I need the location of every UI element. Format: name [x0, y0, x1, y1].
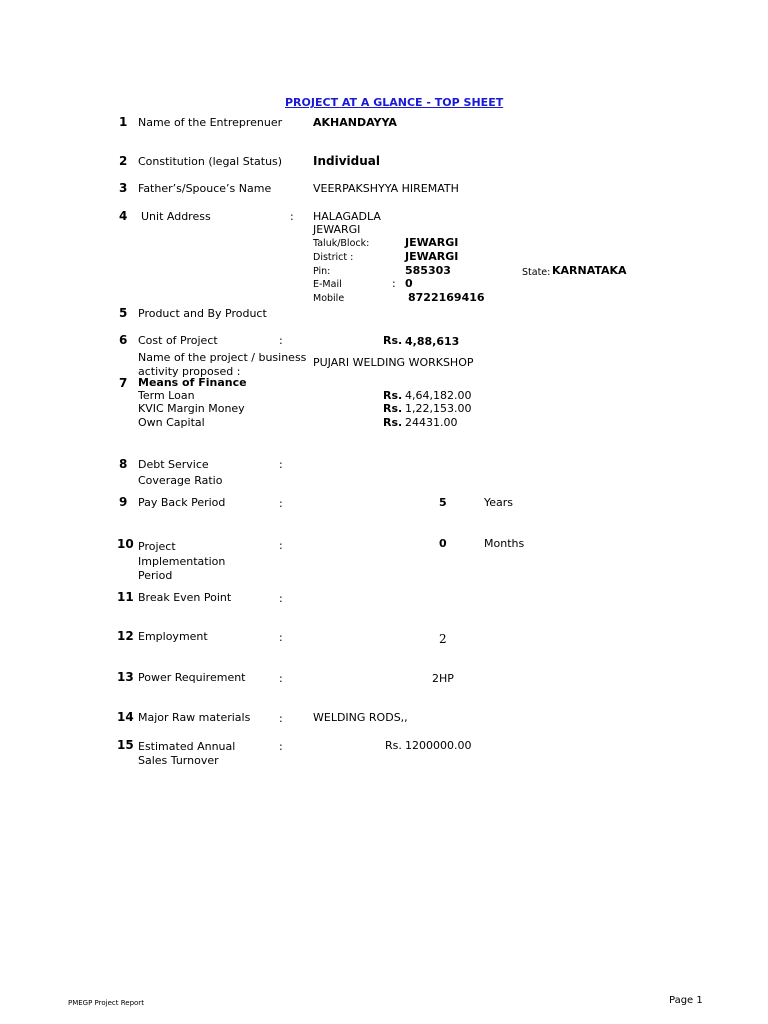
item-number-13: 13 [117, 670, 134, 684]
item-number-14: 14 [117, 710, 134, 724]
item-number-11: 11 [117, 590, 134, 604]
activity-value: PUJARI WELDING WORKSHOP [313, 356, 474, 369]
district-label: District : [313, 252, 354, 263]
activity-label-line1: Name of the project / business [138, 351, 307, 364]
payback-value: 5 [439, 496, 447, 509]
item-number-5: 5 [119, 306, 128, 320]
father-value: VEERPAKSHYYA HIREMATH [313, 182, 459, 195]
item-number-1: 1 [119, 115, 128, 129]
implementation-colon: : [279, 539, 283, 552]
implementation-label-line1: Project [138, 540, 176, 553]
item-number-8: 8 [119, 457, 128, 471]
item-number-9: 9 [119, 495, 128, 509]
employment-value: 2 [439, 632, 447, 646]
taluk-value: JEWARGI [405, 236, 459, 249]
item-number-15: 15 [117, 738, 134, 752]
power-value: 2HP [432, 672, 454, 685]
own-capital-rs: Rs. [383, 416, 403, 429]
product-label: Product and By Product [138, 307, 267, 320]
father-label: Father’s/Spouce’s Name [138, 182, 272, 195]
debt-colon: : [279, 458, 283, 471]
finance-label: Means of Finance [138, 376, 247, 389]
item-number-3: 3 [119, 181, 128, 195]
raw-materials-colon: : [279, 712, 283, 725]
employment-label: Employment [138, 630, 208, 643]
cost-label: Cost of Project [138, 334, 218, 347]
payback-unit: Years [484, 496, 514, 509]
address-line1: HALAGADLA [313, 210, 381, 223]
address-label: Unit Address [141, 210, 211, 223]
cost-rs: Rs. [383, 334, 403, 347]
constitution-label: Constitution (legal Status) [138, 155, 283, 168]
kvic-label: KVIC Margin Money [138, 402, 245, 415]
item-number-10: 10 [117, 537, 134, 551]
power-colon: : [279, 672, 283, 685]
state-value: KARNATAKA [552, 264, 627, 277]
break-even-colon: : [279, 592, 283, 605]
kvic-value: 1,22,153.00 [405, 402, 472, 415]
pin-value: 585303 [405, 264, 451, 277]
turnover-colon: : [279, 740, 283, 753]
state-label: State: [522, 267, 551, 278]
pin-label: Pin: [313, 266, 331, 277]
taluk-label: Taluk/Block: [313, 238, 370, 249]
term-loan-rs: Rs. [383, 389, 403, 402]
own-capital-value: 24431.00 [405, 416, 458, 429]
email-colon: : [392, 277, 396, 290]
entrepreneur-value: AKHANDAYYA [313, 116, 397, 129]
footer-report-name: PMEGP Project Report [68, 999, 144, 1007]
email-value: 0 [405, 277, 413, 290]
page-title: PROJECT AT A GLANCE - TOP SHEET [285, 96, 504, 109]
mobile-label: Mobile [313, 293, 345, 304]
term-loan-label: Term Loan [138, 389, 195, 402]
activity-label-line2: activity proposed : [138, 365, 241, 378]
mobile-value: 8722169416 [408, 291, 485, 304]
district-value: JEWARGI [405, 250, 459, 263]
implementation-label-line2: Implementation [138, 555, 226, 568]
constitution-value: Individual [313, 154, 380, 168]
payback-label: Pay Back Period [138, 496, 226, 509]
term-loan-value: 4,64,182.00 [405, 389, 472, 402]
turnover-value: 1200000.00 [405, 739, 472, 752]
break-even-label: Break Even Point [138, 591, 232, 604]
item-number-7: 7 [119, 376, 128, 390]
turnover-rs: Rs. [385, 739, 402, 752]
debt-label-line2: Coverage Ratio [138, 474, 223, 487]
raw-materials-value: WELDING RODS,, [313, 711, 408, 724]
cost-value: 4,88,613 [405, 335, 460, 348]
implementation-unit: Months [484, 537, 525, 550]
debt-label-line1: Debt Service [138, 458, 209, 471]
item-number-6: 6 [119, 333, 128, 347]
cost-colon: : [279, 334, 283, 347]
turnover-label-line1: Estimated Annual [138, 740, 236, 753]
item-number-2: 2 [119, 154, 128, 168]
item-number-12: 12 [117, 629, 134, 643]
power-label: Power Requirement [138, 671, 246, 684]
implementation-label-line3: Period [138, 569, 173, 582]
kvic-rs: Rs. [383, 402, 403, 415]
implementation-value: 0 [439, 537, 447, 550]
item-number-4: 4 [119, 209, 128, 223]
email-label: E-Mail [313, 279, 342, 290]
footer-page-number: Page 1 [669, 995, 703, 1006]
own-capital-label: Own Capital [138, 416, 205, 429]
address-colon: : [290, 210, 294, 223]
address-line2: JEWARGI [313, 223, 361, 236]
entrepreneur-label: Name of the Entreprenuer [138, 116, 283, 129]
employment-colon: : [279, 631, 283, 644]
raw-materials-label: Major Raw materials [138, 711, 251, 724]
payback-colon: : [279, 497, 283, 510]
turnover-label-line2: Sales Turnover [138, 754, 219, 767]
